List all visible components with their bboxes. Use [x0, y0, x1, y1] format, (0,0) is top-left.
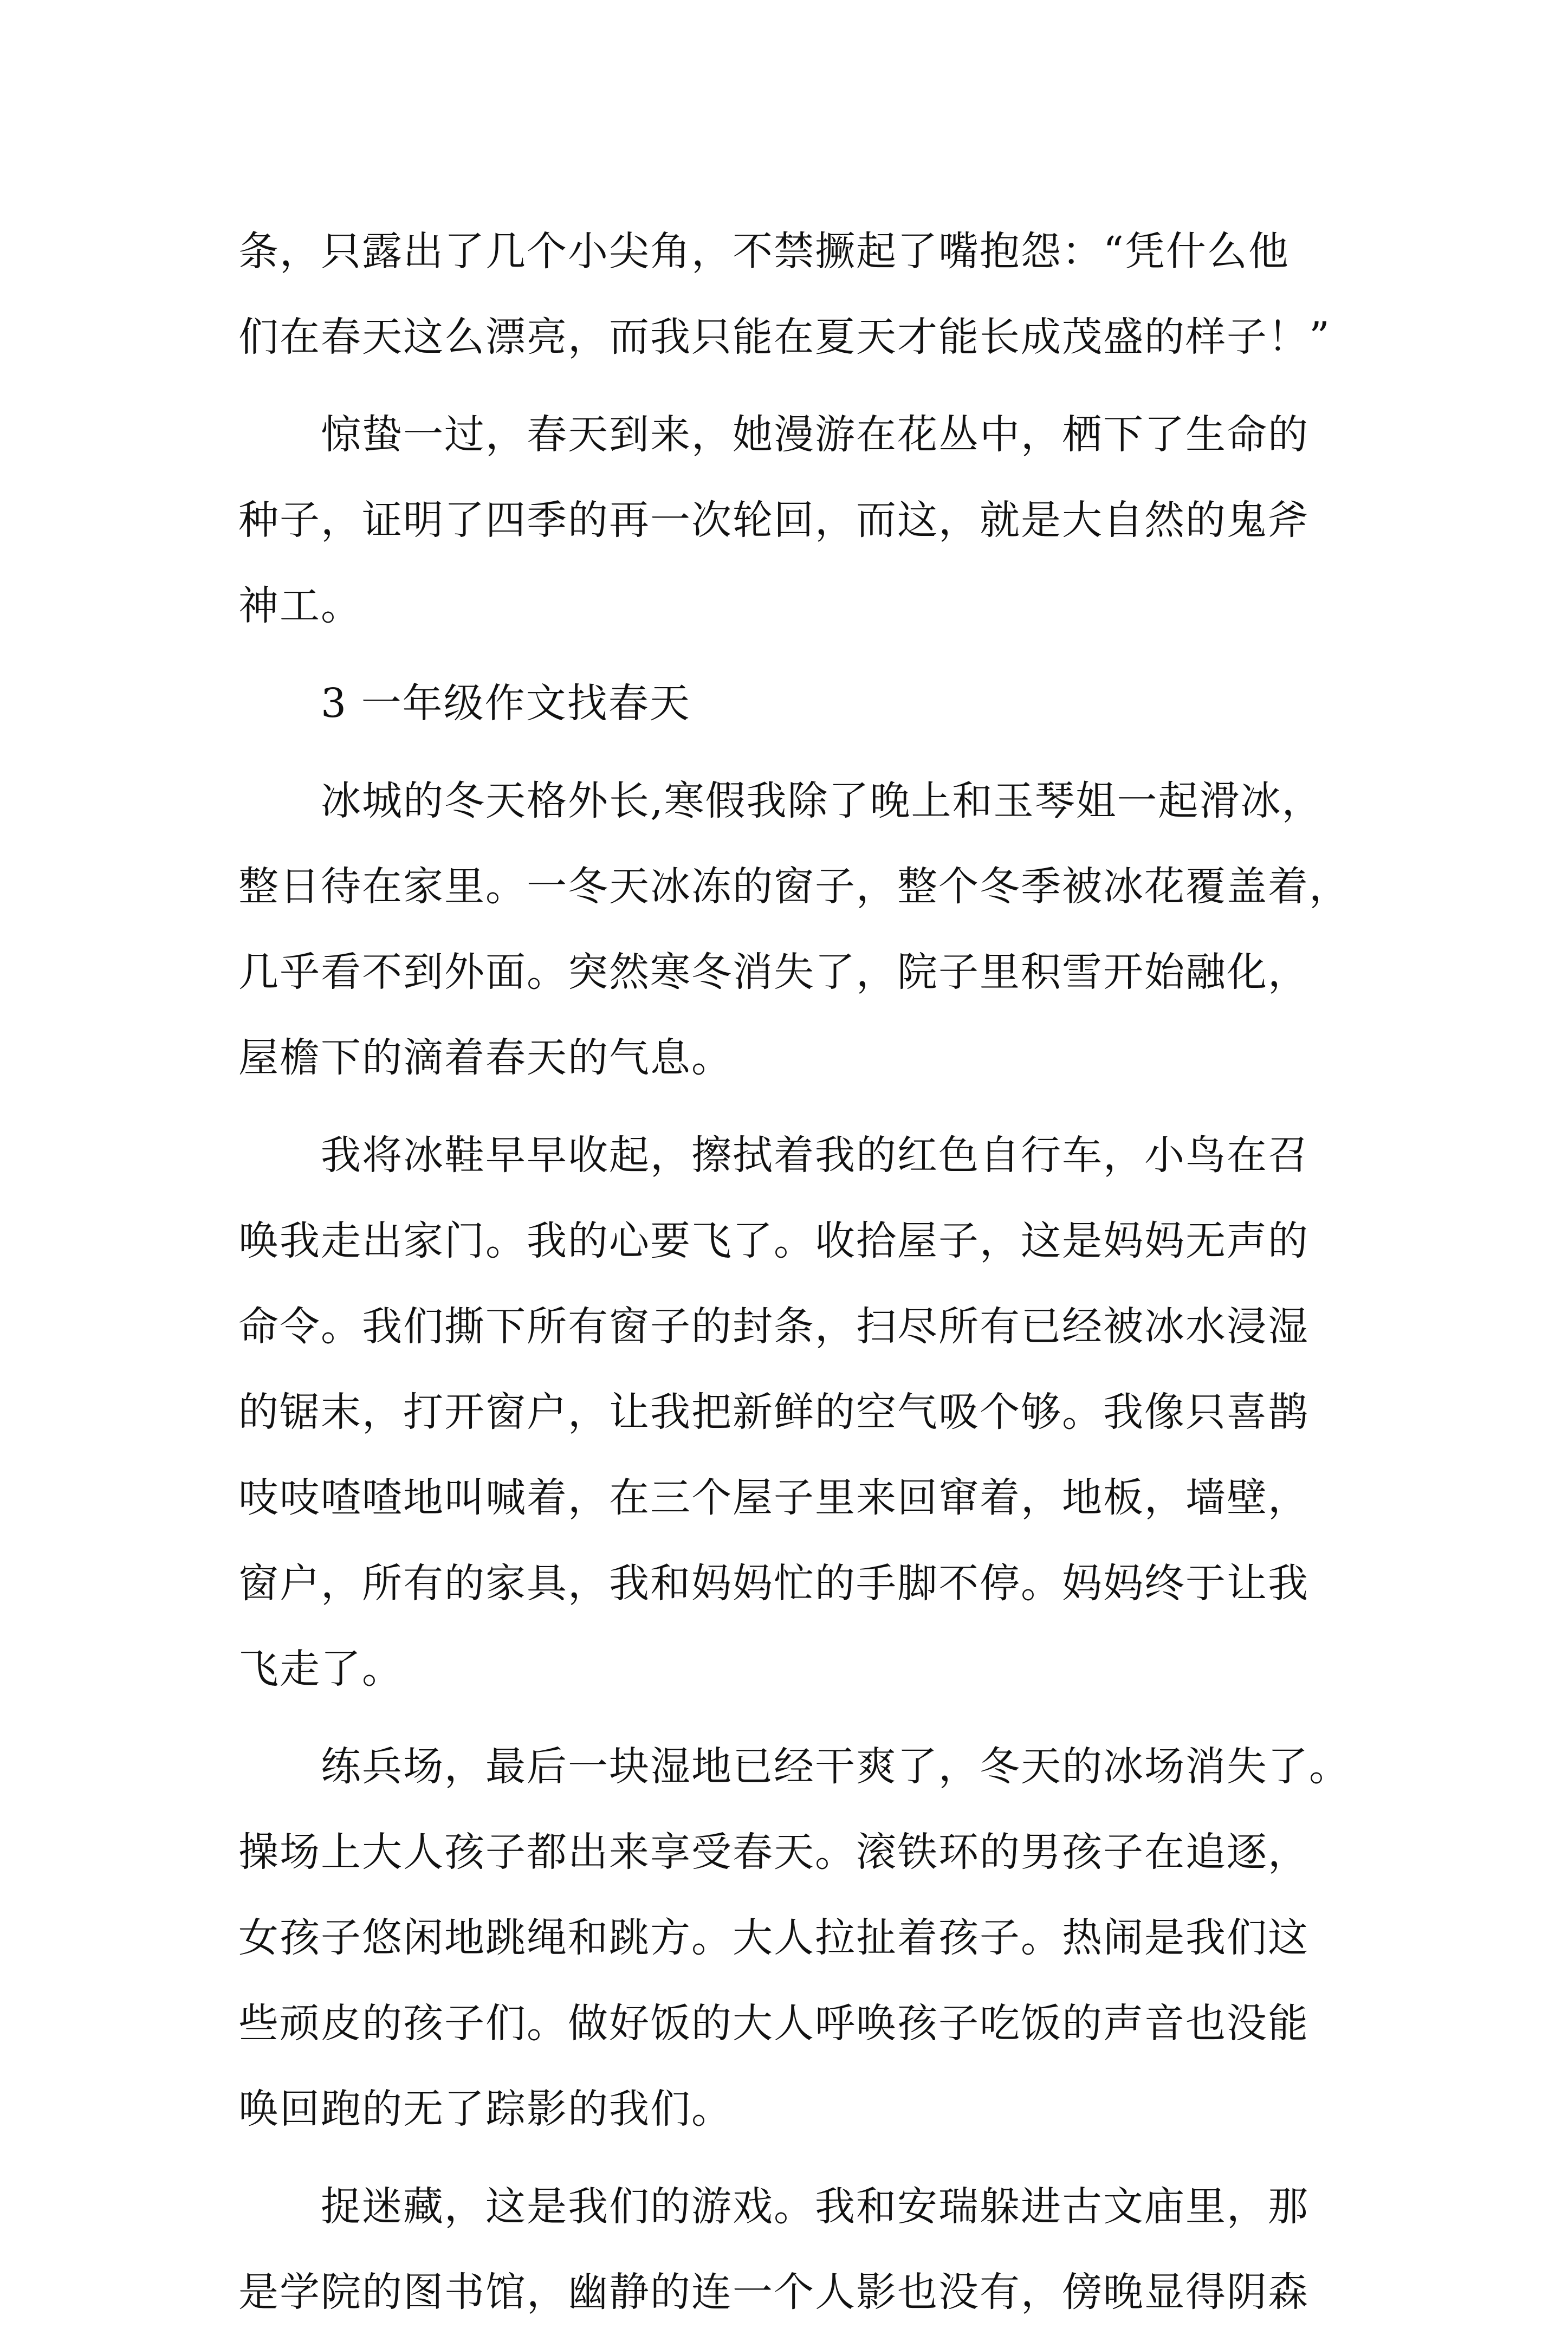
- paragraph: [238, 1112, 1344, 1712]
- text-line: 的锯末，打开窗户，让我把新鲜的空气吸个够。我像只喜鹊: [238, 1389, 1309, 1435]
- paragraph: [238, 758, 1350, 1101]
- text-line: 吱吱喳喳地叫喊着，在三个屋子里来回窜着，地板，墙壁，: [238, 1474, 1309, 1521]
- text-line: 女孩子悠闲地跳绳和跳方。大人拉扯着孩子。热闹是我们这: [238, 1914, 1309, 1961]
- text-line: 飞走了。: [238, 1646, 403, 1692]
- text-line: 条，只露出了几个小尖角，不禁撅起了嘴抱怨：“凭什么他: [238, 228, 1290, 275]
- text-line: 是学院的图书馆，幽静的连一个人影也没有，傍晚显得阴森: [238, 2269, 1309, 2315]
- text-line: 窗户，所有的家具，我和妈妈忙的手脚不停。妈妈终于让我: [238, 1560, 1309, 1607]
- text-line: 唤我走出家门。我的心要飞了。收拾屋子，这是妈妈无声的: [238, 1218, 1309, 1264]
- text-line: 屋檐下的滴着春天的气息。: [238, 1034, 733, 1081]
- heading-line: 3 一年级作文找春天: [238, 680, 691, 727]
- text-line: 几乎看不到外面。突然寒冬消失了，院子里积雪开始融化，: [238, 949, 1309, 995]
- document-body: [238, 209, 1350, 2335]
- paragraph: [238, 209, 1344, 380]
- text-line: 些顽皮的孩子们。做好饭的大人呼唤孩子吃饭的声音也没能: [238, 2000, 1309, 2047]
- text-line: 练兵场，最后一块湿地已经干爽了，冬天的冰场消失了。: [238, 1743, 1350, 1790]
- text-line: 命令。我们撕下所有窗子的封条，扫尽所有已经被冰水浸湿: [238, 1303, 1309, 1350]
- text-line: 唤回跑的无了踪影的我们。: [238, 2086, 733, 2132]
- text-line: 操场上大人孩子都出来享受春天。滚铁环的男孩子在追逐，: [238, 1829, 1309, 1875]
- text-line: 捉迷藏，这是我们的游戏。我和安瑞躲进古文庙里，那: [238, 2183, 1309, 2230]
- paragraph: [238, 2164, 1344, 2335]
- text-line: 我将冰鞋早早收起，擦拭着我的红色自行车，小鸟在召: [238, 1132, 1309, 1179]
- text-line: 整日待在家里。一冬天冰冻的窗子，整个冬季被冰花覆盖着，: [238, 863, 1350, 910]
- text-line: 冰城的冬天格外长,寒假我除了晚上和玉琴姐一起滑冰，: [238, 778, 1323, 824]
- text-line: 种子，证明了四季的再一次轮回，而这，就是大自然的鬼斧: [238, 497, 1309, 544]
- section-heading: [238, 661, 1344, 746]
- text-line: 神工。: [238, 583, 362, 629]
- paragraph: [238, 392, 1344, 649]
- paragraph: [238, 1724, 1350, 2152]
- text-line: 惊蛰一过，春天到来，她漫游在花丛中，栖下了生命的: [238, 411, 1309, 458]
- text-line: 们在春天这么漂亮，而我只能在夏天才能长成茂盛的样子！”: [238, 314, 1331, 360]
